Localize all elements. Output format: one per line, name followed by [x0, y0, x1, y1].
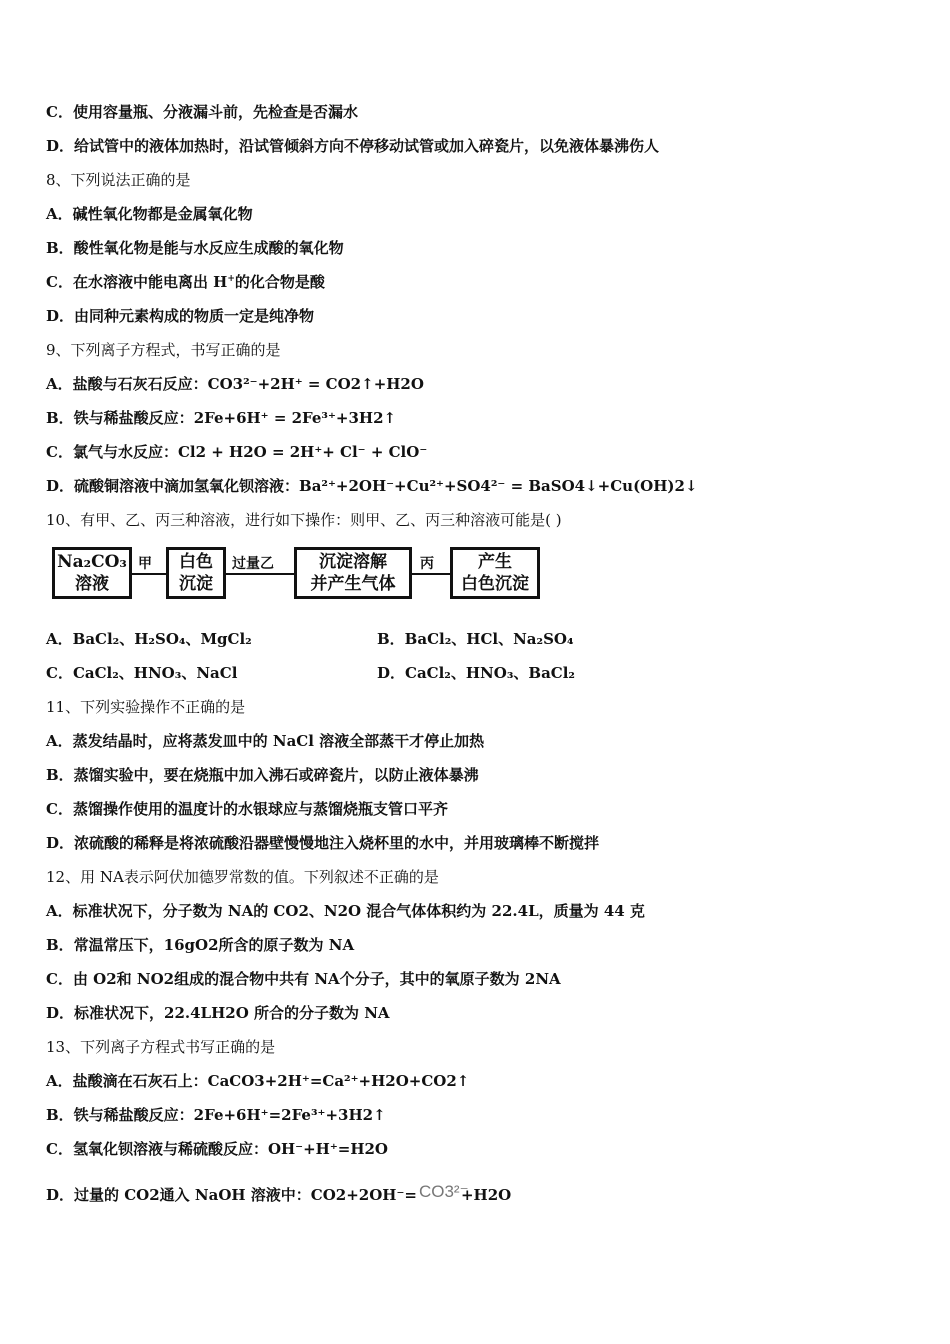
q9-option-b: B．铁与稀盐酸反应：2Fe+6H⁺ = 2Fe³⁺+3H2↑	[46, 409, 397, 427]
q10-option-b: B．BaCl₂、HCl、Na₂SO₄	[377, 630, 574, 648]
flow-box-white-precipitate: 白色 沉淀	[166, 547, 226, 599]
flow-arrow-2	[226, 573, 294, 575]
q8-option-d: D．由同种元素构成的物质一定是纯净物	[46, 307, 315, 325]
q13-option-c: C．氢氧化钡溶液与稀硫酸反应：OH⁻+H⁺=H2O	[46, 1140, 388, 1158]
q11-option-b: B．蒸馏实验中，要在烧瓶中加入沸石或碎瓷片，以防止液体暴沸	[46, 766, 479, 784]
q11-option-c: C．蒸馏操作使用的温度计的水银球应与蒸馏烧瓶支管口平齐	[46, 800, 448, 818]
q11-option-d: D．浓硫酸的稀释是将浓硫酸沿器壁慢慢地注入烧杯里的水中，并用玻璃棒不断搅拌	[46, 834, 600, 852]
q8-stem: 8、下列说法正确的是	[46, 171, 191, 189]
q10-option-c: C．CaCl₂、HNO₃、NaCl	[46, 664, 238, 682]
flow-arrow-1	[132, 573, 166, 575]
q8-option-c: C．在水溶液中能电离出 H+的化合物是酸	[46, 273, 325, 291]
q13-option-a: A．盐酸滴在石灰石上：CaCO3+2H⁺=Ca²⁺+H2O+CO2↑	[46, 1072, 470, 1090]
q11-option-a: A．蒸发结晶时，应将蒸发皿中的 NaCl 溶液全部蒸干才停止加热	[46, 732, 485, 750]
q12-stem: 12、用 NA表示阿伏加德罗常数的值。下列叙述不正确的是	[46, 868, 439, 886]
q9-option-c: C．氯气与水反应：Cl2 + H2O = 2H⁺+ Cl⁻ + ClO⁻	[46, 443, 428, 461]
q12-option-d: D．标准状况下，22.4LH2O 所合的分子数为 NA	[46, 1004, 390, 1022]
q8-option-b: B．酸性氧化物是能与水反应生成酸的氧化物	[46, 239, 344, 257]
q7-option-c: C．使用容量瓶、分液漏斗前，先检查是否漏水	[46, 103, 358, 121]
flow-box-dissolve-gas: 沉淀溶解 并产生气体	[294, 547, 412, 599]
q13-stem: 13、下列离子方程式书写正确的是	[46, 1038, 276, 1056]
q11-stem: 11、下列实验操作不正确的是	[46, 698, 246, 716]
q9-option-d: D．硫酸铜溶液中滴加氢氧化钡溶液：Ba²⁺+2OH⁻+Cu²⁺+SO4²⁻ = BaSO4↓+Cu(OH)2↓	[46, 477, 698, 495]
flow-arrow-label-2: 过量乙	[232, 556, 274, 572]
q10-stem: 10、有甲、乙、丙三种溶液，进行如下操作：则甲、乙、丙三种溶液可能是( )	[46, 511, 562, 529]
q12-option-b: B．常温常压下，16gO2所含的原子数为 NA	[46, 936, 355, 954]
q10-option-d: D．CaCl₂、HNO₃、BaCl₂	[377, 664, 575, 682]
q9-stem: 9、下列离子方程式，书写正确的是	[46, 341, 281, 359]
q13-option-b: B．铁与稀盐酸反应：2Fe+6H⁺=2Fe³⁺+3H2↑	[46, 1106, 386, 1124]
q12-option-c: C．由 O2和 NO2组成的混合物中共有 NA个分子，其中的氧原子数为 2NA	[46, 970, 561, 988]
q7-option-d: D．给试管中的液体加热时，沿试管倾斜方向不停移动试管或加入碎瓷片，以免液体暴沸伤人	[46, 137, 660, 155]
q9-option-a: A．盐酸与石灰石反应：CO3²⁻+2H⁺ = CO2↑+H2O	[46, 375, 424, 393]
flow-arrow-label-3: 丙	[420, 556, 434, 572]
flow-box-white-precipitate-2: 产生 白色沉淀	[450, 547, 540, 599]
flow-arrow-3	[412, 573, 450, 575]
carbonate-formula-image: CO3²⁻	[418, 1182, 469, 1201]
q10-option-a: A．BaCl₂、H₂SO₄、MgCl₂	[46, 630, 252, 648]
q13-option-d: D．过量的 CO2通入 NaOH 溶液中：CO2+2OH⁻= CO3²⁻ +H2O	[46, 1182, 512, 1204]
q10-flow-diagram	[52, 545, 547, 605]
flow-box-na2co3: Na₂CO₃ 溶液	[52, 547, 132, 599]
q12-option-a: A．标准状况下，分子数为 NA的 CO2、N2O 混合气体体积约为 22.4L，质量为 44 克	[46, 902, 645, 920]
flow-arrow-label-1: 甲	[138, 556, 152, 572]
q8-option-a: A．碱性氧化物都是金属氧化物	[46, 205, 253, 223]
